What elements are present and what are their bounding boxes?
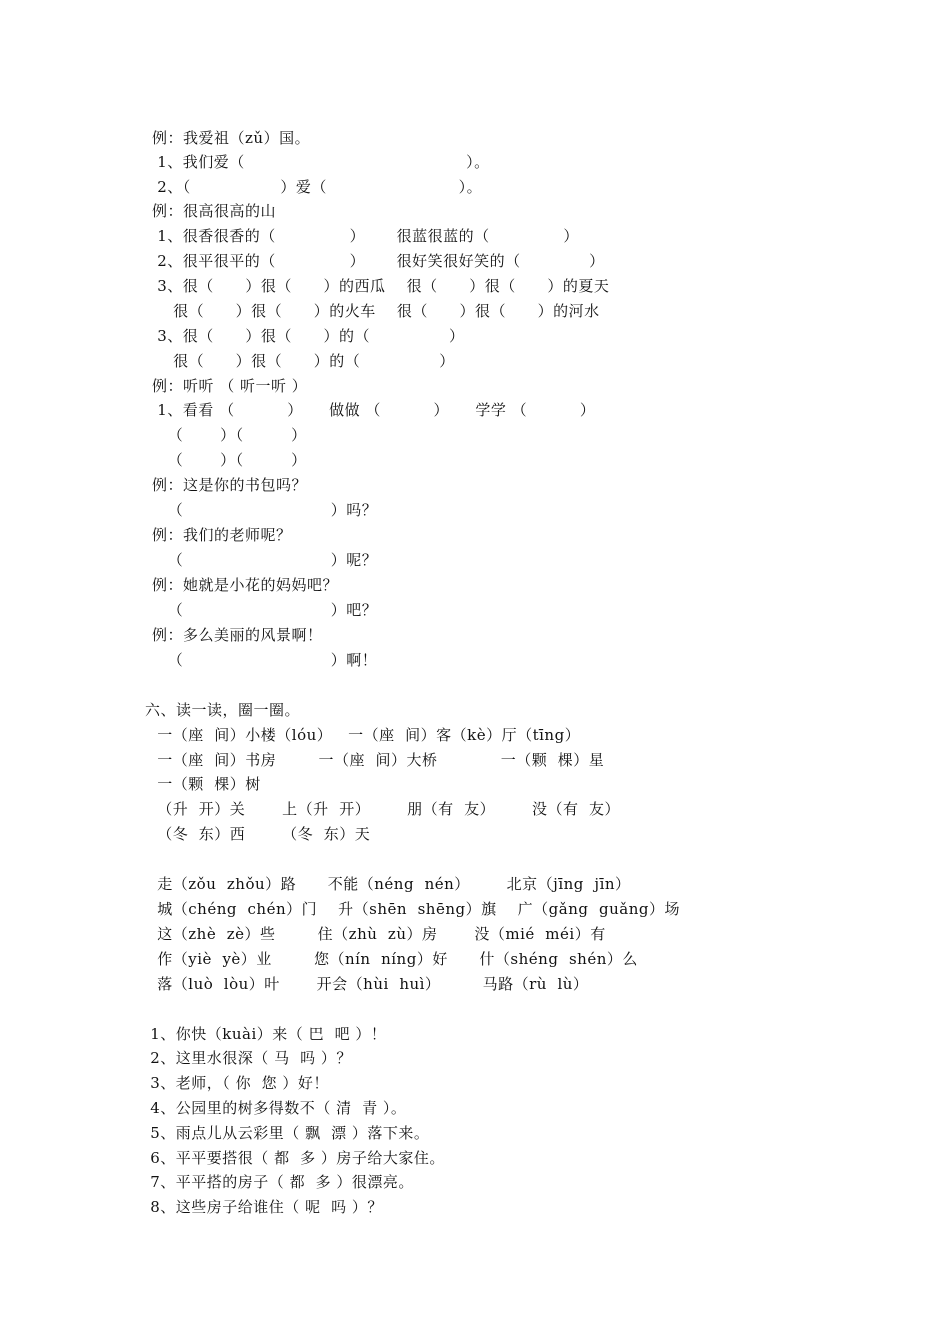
text-line: （ ）呢？ xyxy=(152,551,378,569)
text-line: 例：很高很高的山 xyxy=(152,202,277,220)
text-line: 这（zhè zè）些 住（zhù zù）房 没（mié méi）有 xyxy=(152,925,606,943)
section-heading: 六、读一读，圈一圈。 xyxy=(145,701,301,719)
text-line: 5、雨点儿从云彩里（ 飘 漂 ）落下来。 xyxy=(145,1124,430,1142)
text-line: 很（ ）很（ ）的火车 很（ ）很（ ）的河水 xyxy=(152,302,600,320)
text-line: 7、平平搭的房子（ 都 多 ）很漂亮。 xyxy=(145,1173,414,1191)
text-line: 6、平平要搭很（ 都 多 ）房子给大家住。 xyxy=(145,1149,445,1167)
text-line: （ ）啊！ xyxy=(152,651,378,669)
text-line: 作（yiè yè）业 您（nín níng）好 什（shéng shén）么 xyxy=(152,950,638,968)
text-line: 1、你快（kuài）来（ 巴 吧 ）！ xyxy=(145,1025,387,1043)
text-line: （升 开）关 上（升 开） 朋（有 友） 没（有 友） xyxy=(152,800,621,818)
text-line: （ ）吧？ xyxy=(152,601,378,619)
text-line: 3、很（ ）很（ ）的西瓜 很（ ）很（ ）的夏天 xyxy=(152,277,610,295)
text-line: 4、公园里的树多得数不（ 清 青 ）。 xyxy=(145,1099,407,1117)
text-line: （ ）（ ） xyxy=(152,451,307,469)
text-line: 例：多么美丽的风景啊！ xyxy=(152,626,323,644)
text-line: 1、很香很香的（ ） 很蓝很蓝的（ ） xyxy=(152,227,579,245)
text-line: 城（chéng chén）门 升（shēn shēng）旗 广（gǎng guǎng）场 xyxy=(152,900,680,918)
text-line: 例：她就是小花的妈妈吧？ xyxy=(152,576,339,594)
text-line: 落（luò lòu）叶 开会（hùi huì） 马路（rù lù） xyxy=(152,975,589,993)
text-line: 例：这是你的书包吗？ xyxy=(152,476,308,494)
text-line: 3、很（ ）很（ ）的（ ） xyxy=(152,327,465,345)
text-line: 很（ ）很（ ）的（ ） xyxy=(152,352,455,370)
text-line: 1、看看 （ ） 做做 （ ） 学学 （ ） xyxy=(152,401,596,419)
text-line: 1、我们爱（ ）。 xyxy=(152,153,490,171)
text-line: 例：我爱祖（zǔ）国。 xyxy=(152,129,311,147)
text-line: 8、这些房子给谁住（ 呢 吗 ）？ xyxy=(145,1198,383,1216)
text-line: 一（颗 棵）树 xyxy=(152,775,261,793)
text-line: （冬 东）西 （冬 东）天 xyxy=(152,825,371,843)
text-line: 一（座 间）书房 一（座 间）大桥 一（颗 棵）星 xyxy=(152,751,605,769)
text-line: 3、老师，（ 你 您 ）好！ xyxy=(145,1074,329,1092)
text-line: 2、（ ）爱（ ）。 xyxy=(152,178,483,196)
text-line: 一（座 间）小楼（lóu） 一（座 间）客（kè）厅（tīng） xyxy=(152,726,581,744)
text-line: 走（zǒu zhǒu）路 不能（néng nén） 北京（jīng jīn） xyxy=(152,875,631,893)
text-line: 例：我们的老师呢？ xyxy=(152,526,292,544)
text-line: 2、这里水很深（ 马 吗 ）？ xyxy=(145,1049,352,1067)
text-line: （ ）吗？ xyxy=(152,501,378,519)
text-line: 2、很平很平的（ ） 很好笑很好笑的（ ） xyxy=(152,252,605,270)
text-line: 例：听听 （ 听一听 ） xyxy=(152,377,308,395)
text-line: （ ）（ ） xyxy=(152,426,307,444)
